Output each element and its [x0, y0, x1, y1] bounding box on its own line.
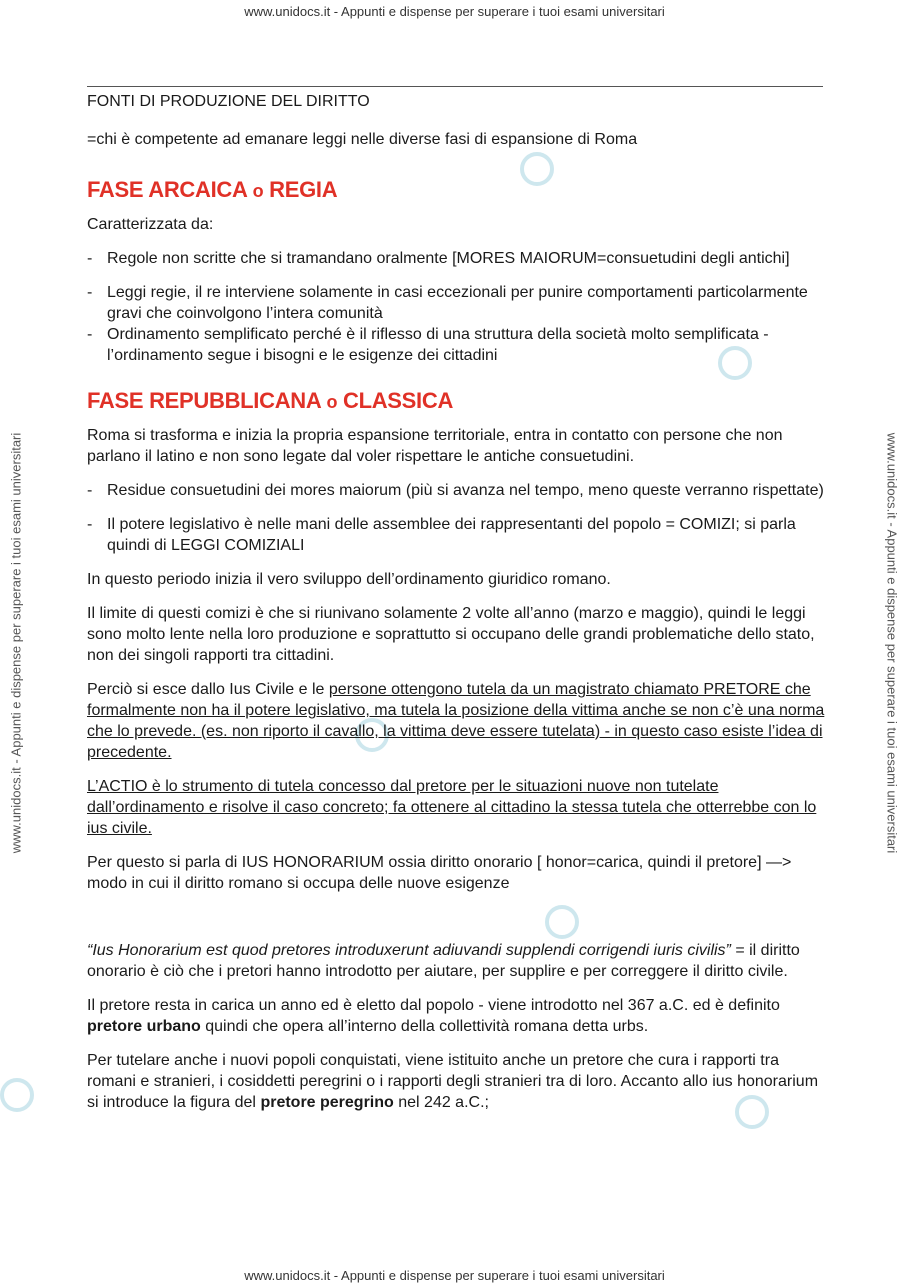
document-title: FONTI DI PRODUZIONE DEL DIRITTO [87, 93, 370, 110]
paragraph-actio: L’ACTIO è lo strumento di tutela concesso dal pretore per le situazioni nuove non tutelate dall’ordinamento e risolve il caso concreto; fa ottenere al cittadino la stessa tutela che otterrebbe con lo ius civile. [87, 778, 817, 837]
document-body [87, 91, 827, 1113]
section-heading-repubblicana: FASE REPUBBLICANA o CLASSICA [87, 388, 454, 413]
list-item: - Regole non scritte che si tramandano oralmente [MORES MAIORUM=consuetudini degli antichi] [87, 248, 827, 269]
list-repubblicana [87, 480, 827, 556]
document-subtitle: =chi è competente ad emanare leggi nelle diverse fasi di espansione di Roma [87, 131, 638, 148]
watermark-left: www.unidocs.it - Appunti e dispense per superare i tuoi esami universitari [8, 432, 24, 854]
paragraph-quote: “Ius Honorarium est quod pretores introduxerunt adiuvandi supplendi corrigendi iuris civilis” = il diritto onorario è ciò che i pretori hanno introdotto per aiutare, per supplire e per correggere il diritto civile. [87, 942, 800, 980]
paragraph-pretore: Perciò si esce dallo Ius Civile e le persone ottengono tutela da un magistrato chiamato PRETORE che formalmente non ha il potere legislativo, ma tutela la posizione della vittima anche se non c’è una norma che lo prevede. (es. non riporto il cavallo, la vittima deve essere tutelata) - in questo caso esiste l’idea di precedente. [87, 681, 825, 761]
unidocs-logo-icon [0, 1078, 34, 1112]
list-item: - Leggi regie, il re interviene solamente in casi eccezionali per punire comportamenti particolarmente gravi che coinvolgono l’intera comunità [87, 282, 827, 324]
watermark-right: www.unidocs.it - Appunti e dispense per superare i tuoi esami universitari [884, 432, 900, 854]
list-arcaica [87, 248, 827, 366]
paragraph: Roma si trasforma e inizia la propria espansione territoriale, entra in contatto con persone che non parlano il latino e non sono legate dal voler rispettare le antiche consuetudini. [87, 427, 783, 465]
list-item: - Residue consuetudini dei mores maiorum (più si avanza nel tempo, meno queste verranno rispettate) [87, 480, 827, 501]
paragraph-pretore-urbano: Il pretore resta in carica un anno ed è eletto dal popolo - viene introdotto nel 367 a.C. ed è definito pretore urbano quindi che opera all’interno della collettività romana detta urbs. [87, 997, 780, 1035]
list-item: - Ordinamento semplificato perché è il riflesso di una struttura della società molto semplificata - l’ordinamento segue i bisogni e le esigenze dei cittadini [87, 324, 827, 366]
paragraph-pretore-peregrino: Per tutelare anche i nuovi popoli conquistati, viene istituito anche un pretore che cura i rapporti tra romani e stranieri, i cosiddetti peregrini o i rapporti degli stranieri tra di loro. Accanto allo ius honorarium si introduce la figura del pretore peregrino nel 242 a.C.; [87, 1052, 819, 1111]
watermark-top: www.unidocs.it - Appunti e dispense per superare i tuoi esami universitari [244, 4, 665, 19]
list-item: - Il potere legislativo è nelle mani delle assemblee dei rappresentanti del popolo = COMIZI; si parla quindi di LEGGI COMIZIALI [87, 514, 827, 556]
header-rule [87, 86, 823, 87]
section-intro: Caratterizzata da: [87, 216, 214, 233]
section-heading-arcaica: FASE ARCAICA o REGIA [87, 177, 338, 202]
watermark-bottom: www.unidocs.it - Appunti e dispense per superare i tuoi esami universitari [244, 1268, 665, 1283]
paragraph: In questo periodo inizia il vero sviluppo dell’ordinamento giuridico romano. [87, 571, 611, 588]
paragraph: Per questo si parla di IUS HONORARIUM ossia diritto onorario [ honor=carica, quindi il pretore] —> modo in cui il diritto romano si occupa delle nuove esigenze [87, 854, 792, 892]
paragraph: Il limite di questi comizi è che si riunivano solamente 2 volte all’anno (marzo e maggio), quindi le leggi sono molto lente nella loro produzione e soprattutto si occupano delle grandi problematiche dello stato, non dei singoli rapporti tra cittadini. [87, 605, 815, 664]
